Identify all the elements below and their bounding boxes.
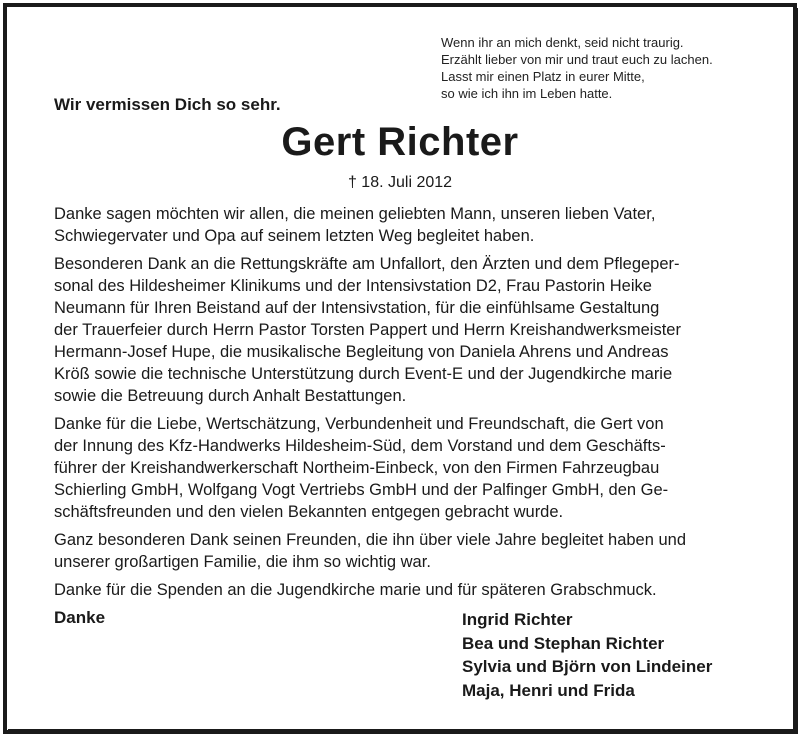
closing-word: Danke — [54, 608, 106, 627]
text-line: Neumann für Ihren Beistand auf der Intensivstation, für die einfühlsame Gestaltung — [54, 299, 660, 317]
text-line: Besonderen Dank an die Rettungskräfte am Unfallort, den Ärzten und dem Pflegeper- — [54, 255, 680, 273]
text-line: Kröß sowie die technische Unterstützung durch Event-E und der Jugendkirche marie — [54, 365, 673, 383]
text-line: Hermann-Josef Hupe, die musikalische Begleitung von Daniela Ahrens und Andreas — [54, 343, 669, 361]
text-line: sonal des Hildesheimer Klinikums und der Intensivstation D2, Frau Pastorin Heike — [54, 277, 652, 295]
text-line: schäftsfreunden und den vielen Bekannten entgegen gebracht wurde. — [54, 503, 564, 521]
paragraph — [54, 579, 754, 601]
text-line: Ganz besonderen Dank seinen Freunden, die ihn über viele Jahre begleitet haben und — [54, 531, 687, 549]
paragraph — [54, 253, 754, 407]
text-line: Schierling GmbH, Wolfgang Vogt Vertriebs GmbH und der Palfinger GmbH, den Ge- — [54, 481, 669, 499]
paragraph — [54, 529, 754, 573]
text-line: führer der Kreishandwerkerschaft Northeim-Einbeck, von den Firmen Fahrzeugbau — [54, 459, 660, 477]
paragraph — [54, 413, 754, 523]
text-line: der Innung des Kfz-Handwerks Hildesheim-Süd, dem Vorstand und dem Geschäfts- — [54, 437, 666, 455]
border-shadow-bottom — [8, 729, 794, 734]
paragraph — [54, 203, 754, 247]
border-shadow-right — [793, 8, 798, 734]
text-line: unserer großartigen Familie, die ihm so wichtig war. — [54, 553, 431, 571]
signer: Maja, Henri und Frida — [462, 680, 635, 700]
text-line: sowie die Betreuung durch Anhalt Bestattungen. — [54, 387, 407, 405]
text-line: Danke sagen möchten wir allen, die meinen geliebten Mann, unseren lieben Vater, — [54, 205, 656, 223]
poem-line: Lasst mir einen Platz in eurer Mitte, — [441, 69, 645, 84]
poem-line: Erzählt lieber von mir und traut euch zu lachen. — [441, 52, 713, 67]
text-line: Schwiegervater und Opa auf seinem letzten Weg begleitet haben. — [54, 227, 535, 245]
signer: Sylvia und Björn von Lindeiner — [462, 657, 713, 676]
signer: Bea und Stephan Richter — [462, 633, 665, 653]
text-line: der Trauerfeier durch Herrn Pastor Torsten Pappert und Herrn Kreishandwerksmeister — [54, 321, 681, 339]
poem — [441, 34, 761, 102]
poem-line: Wenn ihr an mich denkt, seid nicht traurig. — [441, 35, 684, 50]
deceased-name: Gert Richter — [281, 120, 519, 164]
notice-body — [54, 203, 754, 607]
poem-line: so wie ich ihn im Leben hatte. — [441, 86, 613, 101]
motto: Wir vermissen Dich so sehr. — [54, 95, 281, 114]
text-line: Danke für die Spenden an die Jugendkirche marie und für späteren Grabschmuck. — [54, 581, 657, 599]
signers-list — [462, 608, 712, 702]
signer: Ingrid Richter — [462, 610, 573, 629]
text-line: Danke für die Liebe, Wertschätzung, Verbundenheit und Freundschaft, die Gert von — [54, 415, 664, 433]
death-date: † 18. Juli 2012 — [347, 174, 453, 191]
